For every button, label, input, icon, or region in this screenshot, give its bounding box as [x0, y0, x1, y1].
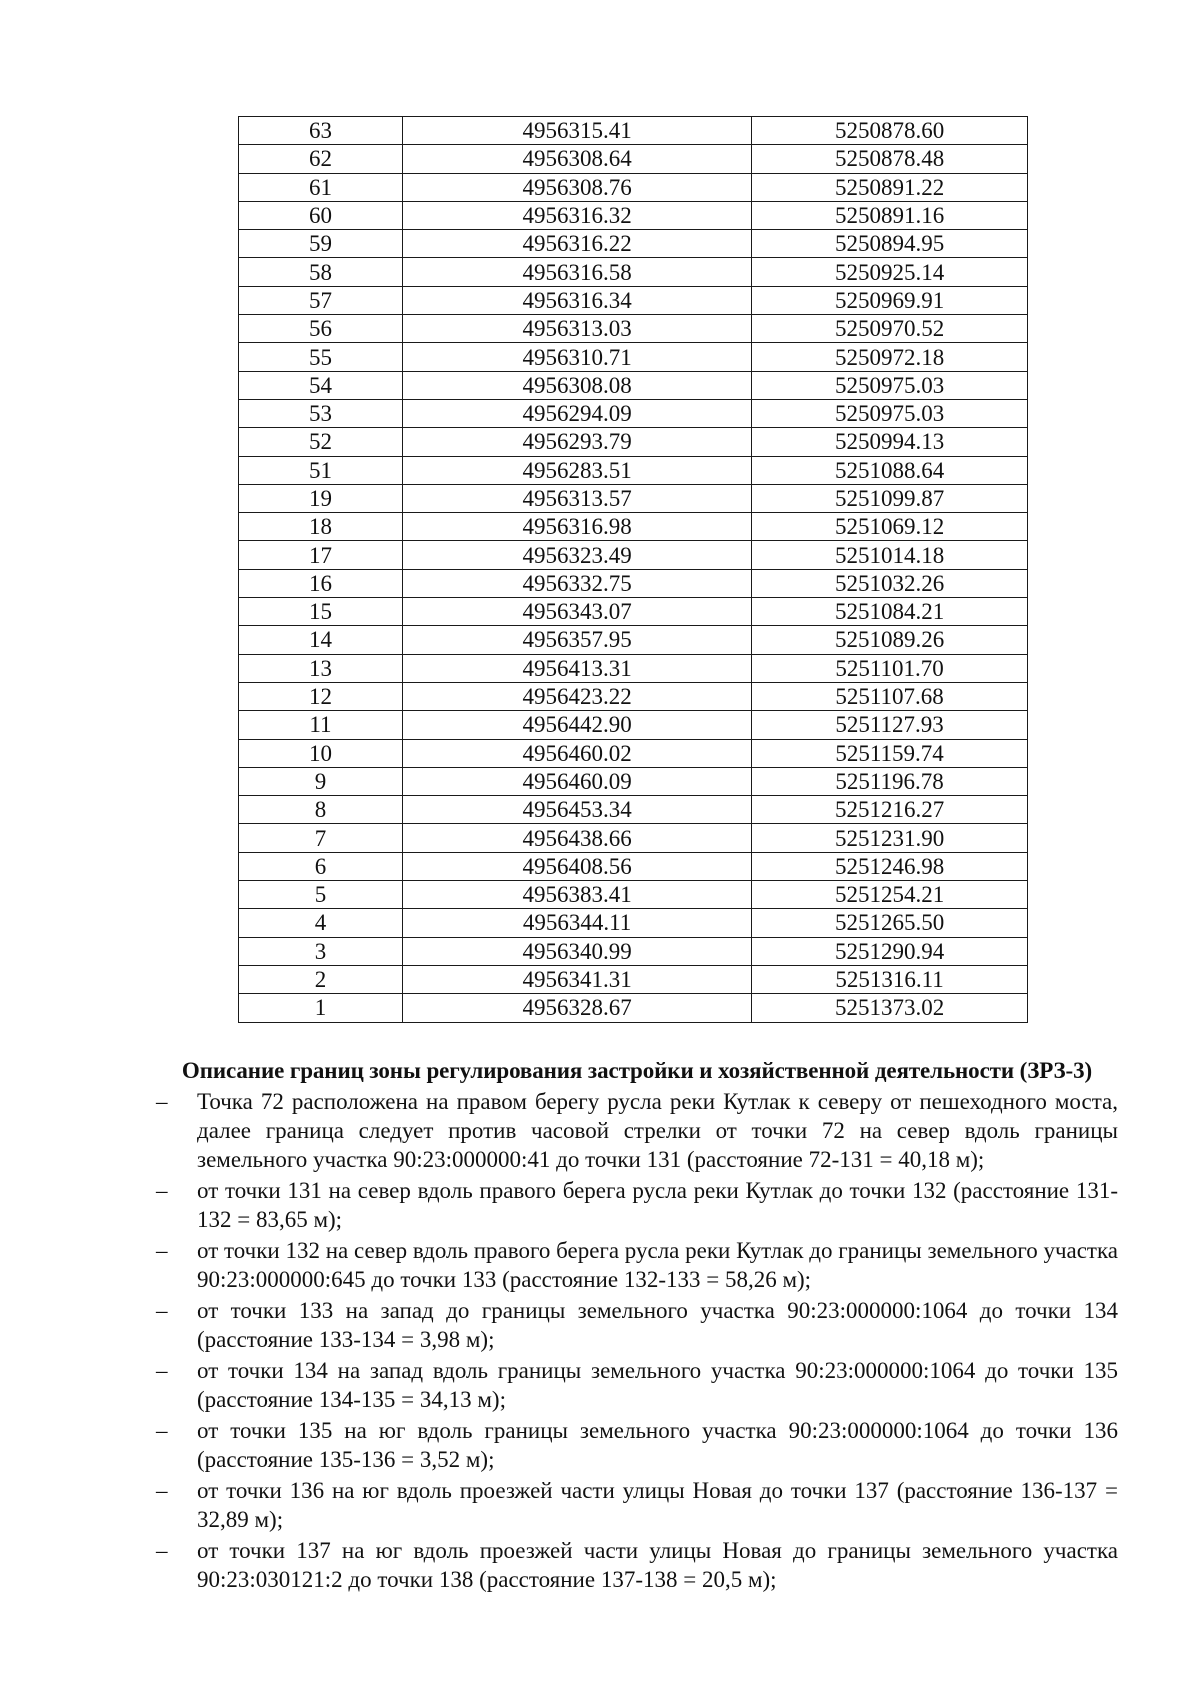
- table-row: [239, 399, 1028, 427]
- x-coordinate-cell: 4956315.41: [402, 117, 751, 145]
- table-row: [239, 937, 1028, 965]
- point-number-cell: 12: [239, 682, 403, 710]
- x-coordinate-cell: 4956316.32: [402, 201, 751, 229]
- table-row: [239, 852, 1028, 880]
- point-number-cell: 1: [239, 994, 403, 1022]
- y-coordinate-cell: 5250878.60: [752, 117, 1028, 145]
- bullet-dash: –: [156, 1478, 168, 1503]
- point-number-cell: 53: [239, 399, 403, 427]
- x-coordinate-cell: 4956423.22: [402, 682, 751, 710]
- y-coordinate-cell: 5250891.22: [752, 173, 1028, 201]
- bullet-dash: –: [156, 1089, 168, 1114]
- point-number-cell: 6: [239, 852, 403, 880]
- table-row: [239, 626, 1028, 654]
- point-number-cell: 16: [239, 569, 403, 597]
- table-row: [239, 767, 1028, 795]
- list-item: [156, 1416, 1118, 1474]
- y-coordinate-cell: 5251014.18: [752, 541, 1028, 569]
- table-row: [239, 286, 1028, 314]
- bullet-dash: –: [156, 1238, 168, 1263]
- list-item-text: Точка 72 расположена на правом берегу русла реки Кутлак к северу от пешеходного моста, далее граница следует против часовой стрелки от точки 72 на север вдоль границы земельного участка 90:23:000000:41 до точки 131 (расстояние 72-131 = 40,18 м);: [197, 1089, 1118, 1172]
- point-number-cell: 10: [239, 739, 403, 767]
- y-coordinate-cell: 5250975.03: [752, 399, 1028, 427]
- point-number-cell: 5: [239, 881, 403, 909]
- y-coordinate-cell: 5251216.27: [752, 796, 1028, 824]
- bullet-dash: –: [156, 1418, 168, 1443]
- x-coordinate-cell: 4956442.90: [402, 711, 751, 739]
- x-coordinate-cell: 4956313.57: [402, 484, 751, 512]
- table-row: [239, 796, 1028, 824]
- x-coordinate-cell: 4956453.34: [402, 796, 751, 824]
- x-coordinate-cell: 4956343.07: [402, 598, 751, 626]
- point-number-cell: 13: [239, 654, 403, 682]
- y-coordinate-cell: 5251254.21: [752, 881, 1028, 909]
- list-item-text: от точки 133 на запад до границы земельного участка 90:23:000000:1064 до точки 134 (расстояние 133-134 = 3,98 м);: [197, 1298, 1118, 1352]
- table-row: [239, 484, 1028, 512]
- point-number-cell: 3: [239, 937, 403, 965]
- table-row: [239, 343, 1028, 371]
- table-row: [239, 881, 1028, 909]
- section-heading: Описание границ зоны регулирования застройки и хозяйственной деятельности (ЗРЗ-3): [181, 1058, 1093, 1083]
- table-row: [239, 994, 1028, 1022]
- table-row: [239, 173, 1028, 201]
- x-coordinate-cell: 4956328.67: [402, 994, 751, 1022]
- x-coordinate-cell: 4956308.76: [402, 173, 751, 201]
- x-coordinate-cell: 4956294.09: [402, 399, 751, 427]
- y-coordinate-cell: 5251246.98: [752, 852, 1028, 880]
- y-coordinate-cell: 5250975.03: [752, 371, 1028, 399]
- x-coordinate-cell: 4956383.41: [402, 881, 751, 909]
- table-row: [239, 598, 1028, 626]
- point-number-cell: 54: [239, 371, 403, 399]
- point-number-cell: 15: [239, 598, 403, 626]
- point-number-cell: 60: [239, 201, 403, 229]
- x-coordinate-cell: 4956408.56: [402, 852, 751, 880]
- table-row: [239, 371, 1028, 399]
- table-row: [239, 145, 1028, 173]
- point-number-cell: 58: [239, 258, 403, 286]
- x-coordinate-cell: 4956308.64: [402, 145, 751, 173]
- x-coordinate-cell: 4956316.98: [402, 513, 751, 541]
- y-coordinate-cell: 5251196.78: [752, 767, 1028, 795]
- x-coordinate-cell: 4956413.31: [402, 654, 751, 682]
- list-item-text: от точки 132 на север вдоль правого берега русла реки Кутлак до границы земельного участка 90:23:000000:645 до точки 133 (расстояние 132-133 = 58,26 м);: [197, 1238, 1119, 1292]
- table-row: [239, 258, 1028, 286]
- x-coordinate-cell: 4956310.71: [402, 343, 751, 371]
- table-row: [239, 456, 1028, 484]
- y-coordinate-cell: 5251099.87: [752, 484, 1028, 512]
- point-number-cell: 55: [239, 343, 403, 371]
- table-row: [239, 739, 1028, 767]
- table-row: [239, 117, 1028, 145]
- y-coordinate-cell: 5250972.18: [752, 343, 1028, 371]
- point-number-cell: 61: [239, 173, 403, 201]
- table-row: [239, 824, 1028, 852]
- x-coordinate-cell: 4956313.03: [402, 315, 751, 343]
- list-item-text: от точки 134 на запад вдоль границы земельного участка 90:23:000000:1064 до точки 135 (расстояние 134-135 = 34,13 м);: [197, 1358, 1118, 1412]
- y-coordinate-cell: 5251032.26: [752, 569, 1028, 597]
- list-item-text: от точки 135 на юг вдоль границы земельного участка 90:23:000000:1064 до точки 136 (расстояние 135-136 = 3,52 м);: [197, 1418, 1118, 1472]
- coordinates-table-body: [239, 117, 1028, 1023]
- y-coordinate-cell: 5250894.95: [752, 230, 1028, 258]
- y-coordinate-cell: 5251231.90: [752, 824, 1028, 852]
- point-number-cell: 4: [239, 909, 403, 937]
- x-coordinate-cell: 4956316.22: [402, 230, 751, 258]
- x-coordinate-cell: 4956308.08: [402, 371, 751, 399]
- list-item-text: от точки 131 на север вдоль правого берега русла реки Кутлак до точки 132 (расстояние 131-132 = 83,65 м);: [197, 1178, 1118, 1232]
- y-coordinate-cell: 5250969.91: [752, 286, 1028, 314]
- x-coordinate-cell: 4956316.34: [402, 286, 751, 314]
- point-number-cell: 18: [239, 513, 403, 541]
- y-coordinate-cell: 5250878.48: [752, 145, 1028, 173]
- x-coordinate-cell: 4956344.11: [402, 909, 751, 937]
- point-number-cell: 11: [239, 711, 403, 739]
- point-number-cell: 2: [239, 965, 403, 993]
- list-item: [156, 1356, 1118, 1414]
- list-item: [156, 1087, 1118, 1174]
- x-coordinate-cell: 4956323.49: [402, 541, 751, 569]
- point-number-cell: 56: [239, 315, 403, 343]
- list-item: [156, 1476, 1118, 1534]
- table-row: [239, 513, 1028, 541]
- x-coordinate-cell: 4956357.95: [402, 626, 751, 654]
- boundary-description-list: [156, 1087, 1118, 1594]
- y-coordinate-cell: 5251127.93: [752, 711, 1028, 739]
- x-coordinate-cell: 4956341.31: [402, 965, 751, 993]
- point-number-cell: 63: [239, 117, 403, 145]
- list-item-text: от точки 137 на юг вдоль проезжей части улицы Новая до границы земельного участка 90:23:030121:2 до точки 138 (расстояние 137-138 = 20,5 м);: [197, 1538, 1118, 1592]
- y-coordinate-cell: 5250925.14: [752, 258, 1028, 286]
- x-coordinate-cell: 4956460.02: [402, 739, 751, 767]
- y-coordinate-cell: 5251290.94: [752, 937, 1028, 965]
- point-number-cell: 59: [239, 230, 403, 258]
- point-number-cell: 7: [239, 824, 403, 852]
- table-row: [239, 909, 1028, 937]
- table-row: [239, 201, 1028, 229]
- y-coordinate-cell: 5251088.64: [752, 456, 1028, 484]
- table-row: [239, 654, 1028, 682]
- y-coordinate-cell: 5250970.52: [752, 315, 1028, 343]
- list-item: [156, 1176, 1118, 1234]
- y-coordinate-cell: 5251069.12: [752, 513, 1028, 541]
- list-item: [156, 1236, 1118, 1294]
- bullet-dash: –: [156, 1358, 168, 1383]
- point-number-cell: 57: [239, 286, 403, 314]
- table-row: [239, 965, 1028, 993]
- list-item: [156, 1296, 1118, 1354]
- point-number-cell: 14: [239, 626, 403, 654]
- y-coordinate-cell: 5250994.13: [752, 428, 1028, 456]
- x-coordinate-cell: 4956293.79: [402, 428, 751, 456]
- point-number-cell: 17: [239, 541, 403, 569]
- y-coordinate-cell: 5251084.21: [752, 598, 1028, 626]
- bullet-dash: –: [156, 1298, 168, 1323]
- table-row: [239, 230, 1028, 258]
- point-number-cell: 51: [239, 456, 403, 484]
- y-coordinate-cell: 5251089.26: [752, 626, 1028, 654]
- x-coordinate-cell: 4956460.09: [402, 767, 751, 795]
- bullet-dash: –: [156, 1538, 168, 1563]
- coordinates-table: [238, 116, 1028, 1023]
- y-coordinate-cell: 5251101.70: [752, 654, 1028, 682]
- table-row: [239, 711, 1028, 739]
- table-row: [239, 315, 1028, 343]
- point-number-cell: 52: [239, 428, 403, 456]
- zone-description: [156, 1056, 1118, 1596]
- table-row: [239, 428, 1028, 456]
- point-number-cell: 9: [239, 767, 403, 795]
- point-number-cell: 62: [239, 145, 403, 173]
- table-row: [239, 569, 1028, 597]
- y-coordinate-cell: 5251265.50: [752, 909, 1028, 937]
- x-coordinate-cell: 4956332.75: [402, 569, 751, 597]
- y-coordinate-cell: 5250891.16: [752, 201, 1028, 229]
- bullet-dash: –: [156, 1178, 168, 1203]
- table-row: [239, 682, 1028, 710]
- y-coordinate-cell: 5251159.74: [752, 739, 1028, 767]
- x-coordinate-cell: 4956283.51: [402, 456, 751, 484]
- y-coordinate-cell: 5251373.02: [752, 994, 1028, 1022]
- point-number-cell: 19: [239, 484, 403, 512]
- x-coordinate-cell: 4956316.58: [402, 258, 751, 286]
- list-item-text: от точки 136 на юг вдоль проезжей части улицы Новая до точки 137 (расстояние 136-137 = 32,89 м);: [197, 1478, 1118, 1532]
- y-coordinate-cell: 5251316.11: [752, 965, 1028, 993]
- x-coordinate-cell: 4956340.99: [402, 937, 751, 965]
- x-coordinate-cell: 4956438.66: [402, 824, 751, 852]
- table-row: [239, 541, 1028, 569]
- point-number-cell: 8: [239, 796, 403, 824]
- list-item: [156, 1536, 1118, 1594]
- y-coordinate-cell: 5251107.68: [752, 682, 1028, 710]
